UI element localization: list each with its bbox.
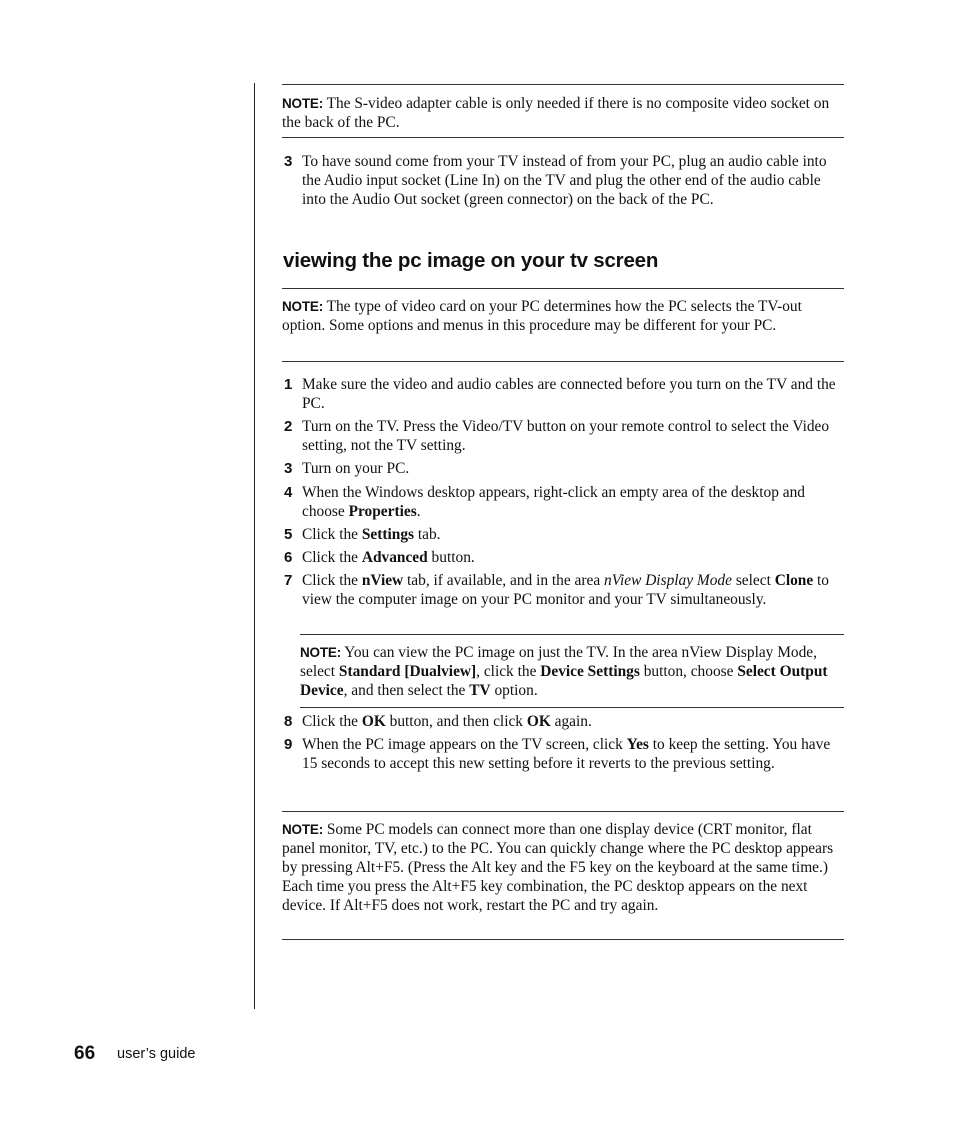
ui-term-italic: nView Display Mode [604,572,732,589]
margin-rule [254,83,255,1009]
step-number: 2 [284,418,293,435]
step-number: 5 [284,526,293,543]
ui-term: Properties [348,503,417,520]
step-item [284,417,844,455]
note-label: NOTE: [282,96,323,111]
note-label: NOTE: [282,822,323,837]
step-item [284,525,844,544]
note-label: NOTE: [300,645,341,660]
ui-term: Settings [361,526,415,543]
note-multiple-displays [282,811,844,940]
step-item [284,571,844,609]
note-svideo [282,84,844,138]
step-number: 3 [284,153,293,170]
step-text: Turn on the TV. Press the Video/TV button on your remote control to select the Video setting, not the TV setting. [302,418,830,454]
ui-term: Yes [626,736,649,753]
step-text: When the PC image appears on the TV screen, click Yes to keep the setting. You have 15 seconds to accept this new setting before it reverts to the previous setting. [302,736,831,772]
running-footer-title: user’s guide [117,1046,196,1062]
step-number: 6 [284,549,293,566]
ui-term: Clone [774,572,814,589]
ui-term: OK [526,713,551,730]
step-item [284,735,844,773]
step-item [284,152,844,209]
step-item [284,459,844,478]
step-text: Click the Advanced button. [302,549,475,566]
note-label: NOTE: [282,299,323,314]
step-item [284,483,844,521]
step-text: Click the Settings tab. [302,526,441,543]
ui-term: nView [361,572,404,589]
step-item [284,548,844,567]
page-number: 66 [74,1043,96,1064]
note-text: Some PC models can connect more than one display device (CRT monitor, flat panel monitor, TV, etc.) to the PC. You can quickly change where the PC desktop appears by pressing Alt+F5. (Press the Alt key and the F5 key on the keyboard at the same time.) Each time you press the Alt+F5 key combination, the PC desktop appears on the next device. If Alt+F5 does not work, restart the PC and try again. [282,821,834,914]
note-video-card [282,288,844,362]
step-number: 7 [284,572,293,589]
step-number: 3 [284,460,293,477]
note-text: You can view the PC image on just the TV. In the area nView Display Mode, select Standard [Dualview], click the Device Settings button, choose Select Output Device, and then select the TV option. [300,644,828,699]
step-item [284,375,844,413]
note-text: The S-video adapter cable is only needed if there is no composite video socket on the back of the PC. [282,95,830,131]
step-number: 4 [284,484,293,501]
ui-term: OK [361,713,386,730]
step-text: Turn on your PC. [302,460,410,477]
step-number: 1 [284,376,293,393]
section-heading: viewing the pc image on your tv screen [283,249,659,272]
ui-term: Advanced [361,549,428,566]
step-text: Click the OK button, and then click OK again. [302,713,592,730]
step-text: When the Windows desktop appears, right-click an empty area of the desktop and choose Properties. [302,484,805,520]
note-dualview [300,634,844,708]
step-number: 9 [284,736,293,753]
step-text: To have sound come from your TV instead of from your PC, plug an audio cable into the Audio input socket (Line In) on the TV and plug the other end of the audio cable into the Audio Out socket (green connector) on the back of the PC. [302,153,827,208]
step-text: Make sure the video and audio cables are connected before you turn on the TV and the PC. [302,376,836,412]
step-number: 8 [284,713,293,730]
step-text: Click the nView tab, if available, and in the area nView Display Mode select Clone to view the computer image on your PC monitor and your TV simultaneously. [302,572,830,608]
step-item [284,712,844,731]
note-text: The type of video card on your PC determines how the PC selects the TV-out option. Some options and menus in this procedure may be different for your PC. [282,298,802,334]
